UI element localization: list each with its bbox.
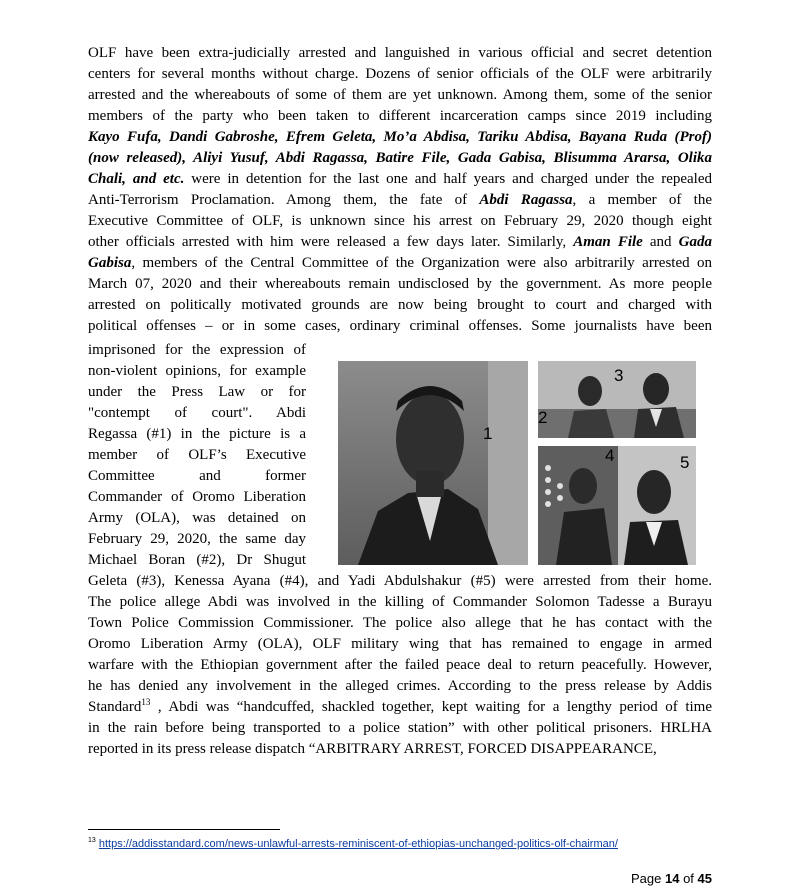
text-run: members of the party who been taken to different incarceration camps since 2019 including	[88, 108, 712, 124]
footnote	[88, 836, 618, 852]
footnote-reference: 13	[141, 697, 151, 707]
text-run: Executive Committee of OLF, is unknown since his arrest on February 29, 2020 though eight	[88, 213, 712, 229]
text-line	[88, 211, 712, 232]
text-line	[88, 316, 712, 337]
text-line	[88, 169, 712, 190]
text-line	[88, 613, 712, 634]
emphasized-name: Chali, and etc.	[88, 171, 185, 187]
page-current: 14	[664, 871, 680, 886]
text-run: Oromo Liberation Army (OLA), OLF military wing that has remained to engage in armed	[88, 636, 712, 652]
text-run: Anti-Terrorism Proclamation. Among them, the fate of	[88, 192, 480, 208]
text-run: , members of the Central Committee of the Organization were also arbitrarily arrested on	[131, 255, 712, 271]
photo-abdi-regassa	[338, 361, 528, 565]
text-line: non-violent opinions, for example	[88, 363, 306, 379]
emphasized-name: (now released), Aliyi Yusuf, Abdi Ragassa, Batire File, Gada Gabisa, Blisumma Ararsa, Olika	[88, 150, 712, 166]
text-line	[88, 634, 712, 655]
text-run: March 07, 2020 and their whereabouts remain undisclosed by the government. As more people	[88, 276, 712, 292]
emphasized-name: Abdi Ragassa	[479, 192, 573, 208]
text-run: , Abdi was “handcuffed, shackled together, kept waiting for a lengthy period of time	[150, 699, 712, 715]
footnote-number: 13	[88, 837, 96, 844]
text-line	[88, 676, 712, 697]
text-line	[88, 655, 712, 676]
text-run: warfare with the Ethiopian government after the failed peace deal to return peacefully. However,	[88, 657, 712, 673]
text-run: , a member of the	[572, 192, 712, 208]
text-run: Town Police Commission Commissioner. The police also allege that he has contact with the	[88, 615, 712, 631]
text-line	[88, 274, 712, 295]
text-line	[88, 43, 712, 64]
text-run: and	[642, 234, 679, 250]
text-line	[88, 571, 712, 592]
text-line: under the Press Law or for	[88, 384, 306, 400]
text-line	[88, 64, 712, 85]
photo-label-2: 2	[538, 408, 548, 427]
text-line	[88, 253, 712, 274]
photo-label-3: 3	[614, 366, 624, 385]
text-line	[88, 106, 712, 127]
text-run: were in detention for the last one and half years and charged under the repealed	[184, 171, 712, 187]
text-line	[88, 190, 712, 211]
text-line	[88, 85, 712, 106]
footnote-separator	[88, 829, 280, 830]
text-line	[88, 148, 712, 169]
text-line: Michael Boran (#2), Dr Shugut	[88, 552, 306, 568]
emphasized-name: Gada	[678, 234, 712, 250]
text-line: "contempt of court". Abdi	[88, 405, 306, 421]
text-run: Standard	[88, 699, 142, 715]
text-run: in the rain before being transported to a police station” with other political prisoners. HRLHA	[88, 720, 712, 736]
text-line	[88, 592, 712, 613]
text-line	[88, 295, 712, 316]
photo-label-4: 4	[605, 446, 615, 465]
page-of: of	[679, 871, 698, 886]
text-run: he has denied any involvement in the alleged crimes. According to the press release by Addis	[88, 678, 712, 694]
text-line	[88, 718, 712, 739]
emphasized-name: Kayo Fufa, Dandi Gabroshe, Efrem Geleta, Mo’a Abdisa, Tariku Abdisa, Bayana Ruda (Prof)	[88, 129, 712, 145]
page-total: 45	[697, 871, 712, 886]
page-number	[631, 871, 712, 887]
text-run: political offenses – or in some cases, ordinary criminal offenses. Some journalists have been	[88, 318, 712, 334]
footnote-link[interactable]: https://addisstandard.com/news-unlawful-arrests-reminiscent-of-ethiopias-unchanged-politics-olf-chairman/	[98, 838, 618, 850]
text-line	[88, 697, 712, 718]
text-run: other officials arrested with him were released a few days later. Similarly,	[88, 234, 574, 250]
text-run: arrested and the whereabouts of some of them are yet unknown. Among them, some of the senior	[88, 87, 712, 103]
photo-boran-and-geleta	[538, 361, 696, 438]
text-line	[88, 739, 712, 760]
text-run: Geleta (#3), Kenessa Ayana (#4), and Yadi Abdulshakur (#5) were arrested from their home.	[88, 573, 712, 589]
text-run: arrested on politically motivated grounds are now being brought to court and charged with	[88, 297, 712, 313]
text-line: Commander of Oromo Liberation	[88, 489, 306, 505]
text-line: member of OLF’s Executive	[88, 447, 306, 463]
emphasized-name: Aman File	[573, 234, 643, 250]
text-run: reported in its press release dispatch “ARBITRARY ARREST, FORCED DISAPPEARANCE,	[88, 741, 657, 757]
text-run: centers for several months without charge. Dozens of senior officials of the OLF were arbitrarily	[88, 66, 712, 82]
emphasized-name: Gabisa	[88, 255, 132, 271]
text-line	[88, 127, 712, 148]
page-prefix: Page	[631, 871, 665, 886]
text-line: Army (OLA), was detained on	[88, 510, 306, 526]
text-line: imprisoned for the expression of	[88, 342, 306, 358]
text-run: The police allege Abdi was involved in the killing of Commander Solomon Tadesse a Burayu	[88, 594, 712, 610]
text-line: Regassa (#1) in the picture is a	[88, 426, 306, 442]
photo-label-1: 1	[483, 424, 493, 443]
text-line: February 29, 2020, the same day	[88, 531, 306, 547]
photo-ayana-and-abdulshakur	[538, 446, 696, 565]
text-line: Committee and former	[88, 468, 306, 484]
text-line	[88, 232, 712, 253]
text-run: OLF have been extra-judicially arrested and languished in various official and secret detention	[88, 45, 712, 61]
photo-label-5: 5	[680, 453, 690, 472]
